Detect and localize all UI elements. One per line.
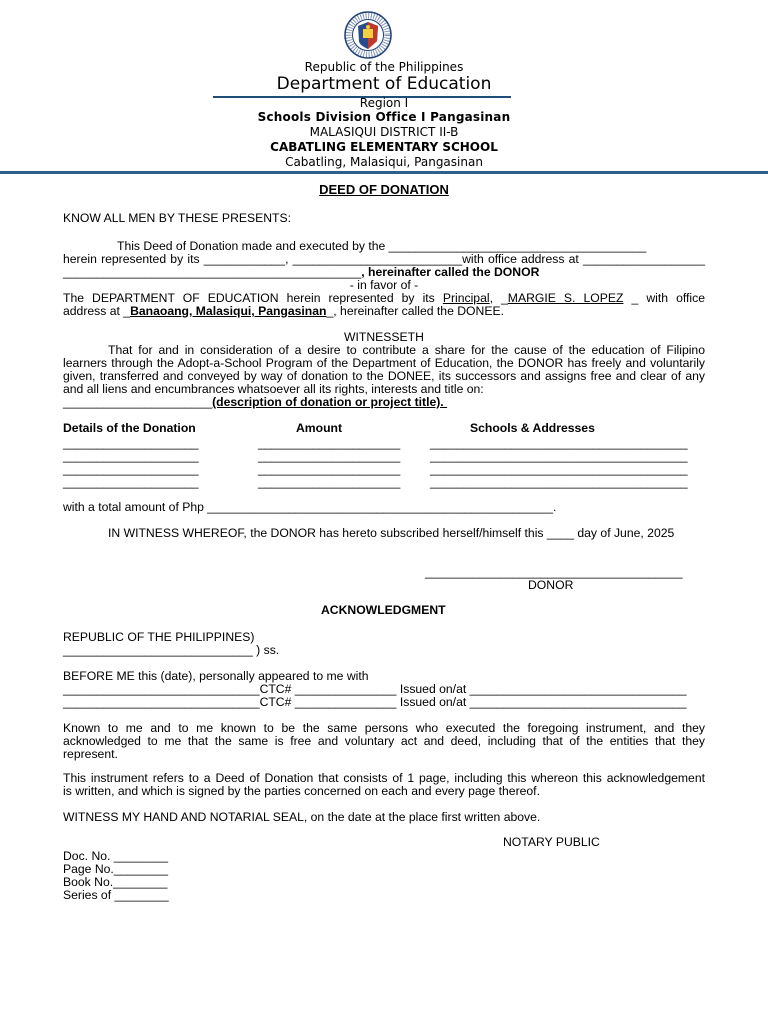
donee-address-prefix: address at _	[63, 304, 131, 318]
principal-name: MARGIE S. LOPEZ	[507, 291, 624, 305]
witnesseth-line: given, transferred and conveyed by way of donation to the DONEE, its successors and assigns free and clear of any	[63, 369, 705, 383]
details-blank: ____________________	[63, 449, 199, 463]
description-label: (description of donation or project title).	[212, 395, 448, 409]
before-me: BEFORE ME this (date), personally appeared to me with	[63, 669, 369, 683]
instrument-line: This instrument refers to a Deed of Donation that consists of 1 page, including this whereon this acknowledgement	[63, 771, 705, 785]
details-blank: ____________________	[63, 462, 199, 476]
header-divider	[0, 171, 768, 174]
details-blank: ____________________	[63, 475, 199, 489]
deped-seal-icon	[334, 11, 402, 59]
deed-paragraph-line: herein represented by its ____________, _________________________with office address at __________________	[63, 252, 705, 266]
description-blank: ______________________	[63, 395, 213, 409]
schools-blank: ______________________________________	[430, 462, 688, 476]
known-line: acknowledged to me that the same is free and voluntary act and deed, including that of the entities that they	[63, 734, 705, 748]
in-favor-of: - in favor of -	[349, 278, 419, 292]
series-of: Series of ________	[63, 888, 169, 902]
column-schools-header: Schools & Addresses	[470, 421, 595, 435]
header-department: Department of Education	[276, 74, 492, 94]
header-division: Schools Division Office I Pangasinan	[257, 110, 511, 124]
column-details-header: Details of the Donation	[63, 421, 196, 435]
ack-ss-line: ____________________________ ) ss.	[63, 643, 280, 657]
schools-blank: ______________________________________	[430, 475, 688, 489]
donee-office: _ with office	[623, 291, 705, 305]
donor-blank: ____________________________________________	[63, 265, 362, 279]
doc-no: Doc. No. ________	[63, 849, 169, 863]
witnesseth-line: That for and in consideration of a desire to contribute a share for the cause of the education of Filipino	[108, 343, 705, 357]
donor-label: DONOR	[528, 578, 574, 592]
known-line: Known to me and to me known to be the same persons who executed the foregoing instrument, and they	[63, 721, 705, 735]
schools-blank: ______________________________________	[430, 436, 688, 450]
witness-hand: WITNESS MY HAND AND NOTARIAL SEAL, on the date at the place first written above.	[63, 810, 541, 824]
page-no: Page No.________	[63, 862, 169, 876]
amount-blank: _____________________	[258, 436, 401, 450]
donee-line	[63, 305, 504, 318]
acknowledgment-title: ACKNOWLEDGMENT	[321, 603, 446, 617]
amount-blank: _____________________	[258, 449, 401, 463]
ctc-line: _____________________________CTC# _______________ Issued on/at ________________________________	[63, 695, 687, 709]
book-no: Book No.________	[63, 875, 168, 889]
deed-title: DEED OF DONATION	[319, 182, 449, 197]
donee-caption: _, hereinafter called the DONEE.	[326, 304, 504, 318]
known-line: represent.	[63, 747, 118, 761]
column-amount-header: Amount	[296, 421, 343, 435]
know-all-men: KNOW ALL MEN BY THESE PRESENTS:	[63, 211, 292, 225]
witness-whereof: IN WITNESS WHEREOF, the DONOR has hereto subscribed herself/himself this ____ day of June, 2025	[108, 526, 675, 540]
donee-address: Banaoang, Malasiqui, Pangasinan	[130, 304, 327, 318]
donee-intro: The DEPARTMENT OF EDUCATION herein represented by its	[63, 291, 443, 305]
amount-blank: _____________________	[258, 475, 401, 489]
deed-paragraph-line: This Deed of Donation made and executed by the ______________________________________	[117, 239, 647, 253]
details-blank: ____________________	[63, 436, 199, 450]
header-region: Region I	[359, 96, 409, 110]
witnesseth-line: learners through the Adopt-a-School Program of the Department of Education, the DONOR has freely and voluntarily	[63, 356, 705, 370]
total-amount-line: with a total amount of Php ___________________________________________________.	[63, 500, 557, 514]
principal-label: Principal	[442, 291, 490, 305]
ctc-line: _____________________________CTC# _______________ Issued on/at ________________________________	[63, 682, 687, 696]
header-address: Cabatling, Malasiqui, Pangasinan	[285, 155, 483, 169]
donation-description-line	[63, 396, 447, 409]
witnesseth-heading: WITNESSETH	[344, 330, 424, 344]
donor-caption: , hereinafter called the DONOR	[361, 265, 540, 279]
notary-public: NOTARY PUBLIC	[503, 835, 600, 849]
witnesseth-line: and all liens and encumbrances whatsoever all its rights, interests and title on:	[63, 382, 484, 396]
header-republic: Republic of the Philippines	[304, 60, 464, 74]
schools-blank: ______________________________________	[430, 449, 688, 463]
header-district: MALASIQUI DISTRICT II-B	[309, 125, 459, 139]
principal-separator: , _	[489, 291, 508, 305]
donor-signature-line: ______________________________________	[425, 565, 683, 579]
ack-republic: REPUBLIC OF THE PHILIPPINES)	[63, 630, 255, 644]
deed-paragraph-line	[63, 266, 539, 279]
amount-blank: _____________________	[258, 462, 401, 476]
header-school: CABATLING ELEMENTARY SCHOOL	[270, 140, 498, 154]
instrument-line: is written, and which is signed by the parties concerned on each and every page thereof.	[63, 784, 540, 798]
